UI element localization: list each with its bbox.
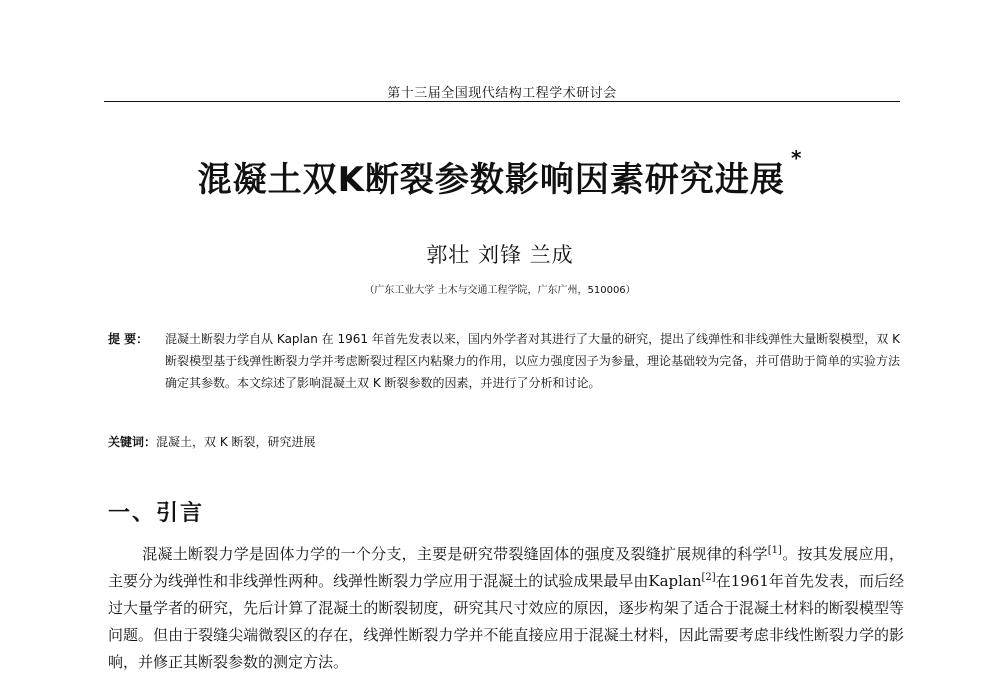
body-paragraph xyxy=(108,541,904,676)
keywords-label: 关键词： xyxy=(108,435,157,449)
citation-2: [2] xyxy=(701,572,716,583)
section-heading: 一、引言 xyxy=(108,501,205,526)
body-text-part-2: 。按其发展应用，主要分为线弹性和非线弹性两种。线弹性断裂力学应用于混凝土的试验成果最早由Kaplan xyxy=(108,545,904,590)
affiliation: （广东工业大学 土木与交通工程学院，广东广州，510006） xyxy=(364,285,636,296)
keywords-text: 混凝土，双 K 断裂，研究进展 xyxy=(156,435,316,449)
paper-title xyxy=(100,146,900,201)
title-footnote-mark: * xyxy=(790,146,803,170)
running-header: 第十三届全国现代结构工程学术研讨会 xyxy=(387,86,617,101)
body-text-part-1: 混凝土断裂力学是固体力学的一个分支，主要是研究带裂缝固体的强度及裂缝扩展规律的科学 xyxy=(142,545,768,563)
abstract-text: 混凝土断裂力学自从 Kaplan 在 1961 年首先发表以来，国内外学者对其进行了大量的研究，提出了线弹性和非线弹性大量断裂模型，双 K 断裂模型基于线弹性断裂力学并考虑断裂过程区内粘聚力的作用，以应力强度因子为参量，理论基础较为完备，并可借助于简单的实验方法确定其参数。本文综述了影响混凝土双 K 断裂参数的因素，并进行了分析和讨论。 xyxy=(165,332,900,390)
paper-title-text: 混凝土双K断裂参数影响因素研究进展 xyxy=(197,160,785,200)
header-rule xyxy=(104,101,900,102)
body-text-part-3: 在1961年首先发表，而后经过大量学者的研究，先后计算了混凝土的断裂韧度，研究其尺寸效应的原因，逐步构架了适合于混凝土材料的断裂模型等问题。但由于裂缝尖端微裂区的存在，线弹性断裂力学并不能直接应用于混凝土材料，因此需要考虑非线性断裂力学的影响，并修正其断裂参数的测定方法。 xyxy=(108,572,904,671)
citation-1: [1] xyxy=(767,545,782,556)
keywords xyxy=(108,431,900,453)
abstract xyxy=(108,328,900,394)
abstract-label: 提 要： xyxy=(108,332,149,346)
author-list: 郭壮 刘锋 兰成 xyxy=(426,243,574,267)
